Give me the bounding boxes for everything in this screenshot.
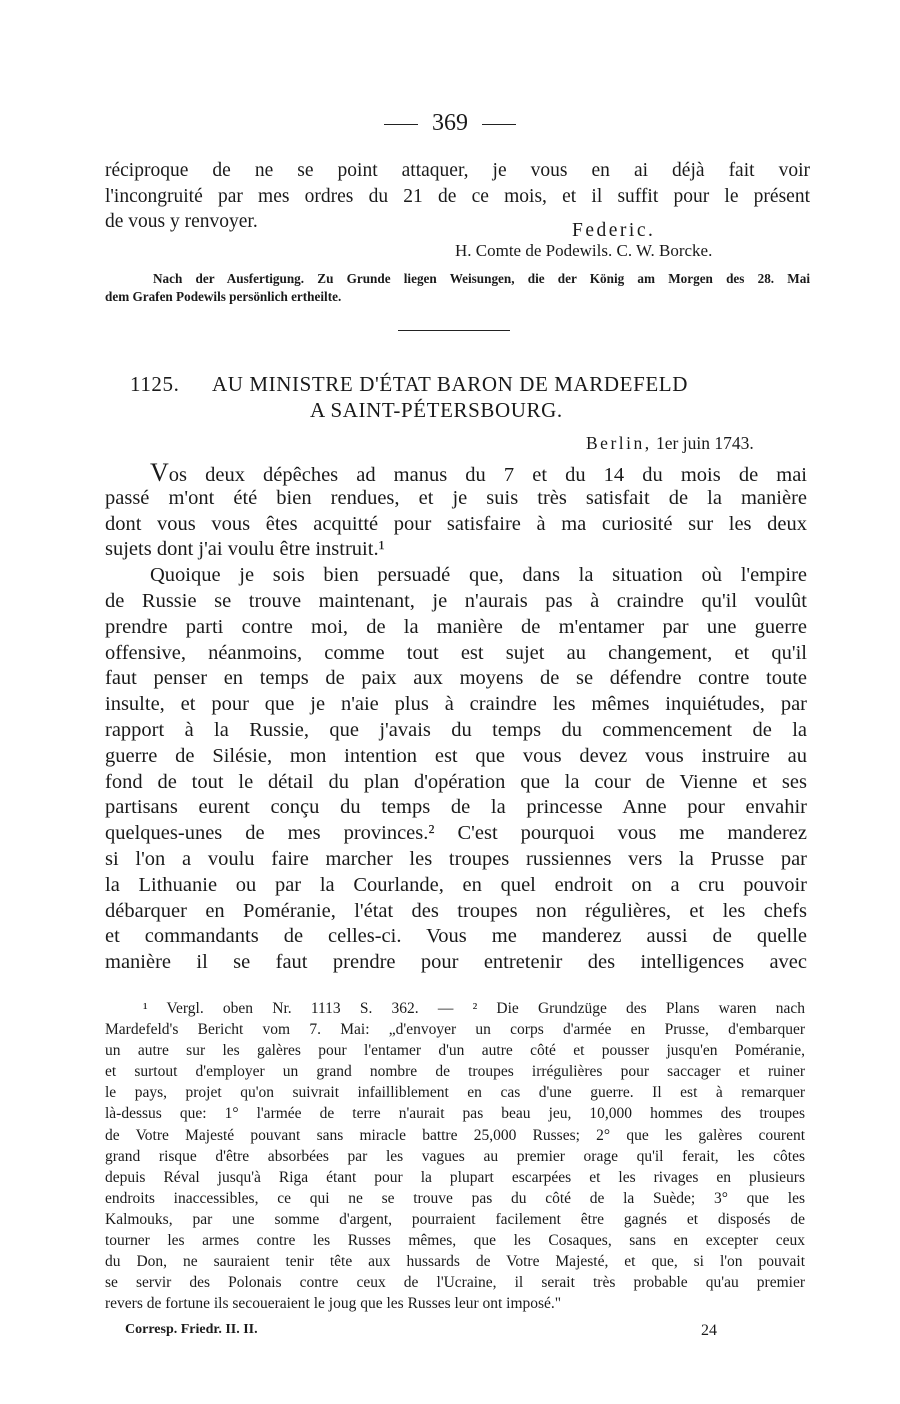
header-dash-left xyxy=(384,124,418,125)
text-line: débarquer en Poméranie, l'état des troupes non régulières, et les chefs xyxy=(105,899,807,922)
footnote-line: ¹ Vergl. oben Nr. 1113 S. 362. — ² Die Grundzüge des Plans waren nach xyxy=(143,1000,805,1017)
previous-letter-ending xyxy=(105,158,810,235)
note-line: dem Grafen Podewils persönlich ertheilte. xyxy=(105,289,342,304)
drop-cap: V xyxy=(150,460,169,486)
date-city: Berlin, xyxy=(586,433,652,453)
text-line: l'incongruité par mes ordres du 21 de ce mois, et il suffit pour le présent xyxy=(105,185,810,207)
text-line: insulte, et pour que je n'aie plus à craindre les mêmes inquiétudes, par xyxy=(105,693,807,716)
text-line-content: os deux dépêches ad manus du 7 et du 14 du mois de mai xyxy=(168,464,807,486)
footnote-line: se servir des Polonais contre ceux de l'Ucraine, il serait très probable qu'au premier xyxy=(105,1274,805,1292)
footnote-line: tourner les armes contre les Russes mêmes, que les Cosaques, sans en excepter ceux xyxy=(105,1232,805,1250)
footnotes xyxy=(105,998,805,1314)
text-line: offensive, néanmoins, comme tout est sujet au changement, et qu'il xyxy=(105,641,807,664)
page-number: 369 xyxy=(432,110,468,136)
archive-note xyxy=(105,270,810,306)
footnote-line: depuis Réval jusqu'à Riga étant pour la plupart escarpées et les rivages en plusieurs xyxy=(105,1168,805,1186)
countersignature: H. Comte de Podewils. C. W. Borcke. xyxy=(455,241,713,260)
text-line: et commandants de celles-ci. Vous me manderez aussi de quelle xyxy=(105,925,807,948)
section-divider xyxy=(398,330,510,331)
footnote-line: grand risque d'être absorbées par les vagues au premier orage qu'il ferait, les côtes xyxy=(105,1147,805,1165)
text-line: quelques-unes de mes provinces.² C'est pourquoi vous me manderez xyxy=(105,822,807,845)
signature-mark: Corresp. Friedr. II. II. xyxy=(125,1322,258,1337)
text-line: sujets dont j'ai voulu être instruit.¹ xyxy=(105,538,385,561)
text-line: partisans eurent conçu du temps de la princesse Anne pour envahir xyxy=(105,796,807,819)
text-line: rapport à la Russie, que j'avais du temps du commencement de la xyxy=(105,718,807,741)
footnote-line: et surtout d'employer un grand nombre de troupes irrégulières pour saccager et ruiner xyxy=(105,1063,805,1081)
text-line: passé m'ont été bien rendues, et je suis très satisfait de la manière xyxy=(105,486,807,509)
note-line: Nach der Ausfertigung. Zu Grunde liegen Weisungen, die der König am Morgen des 28. Mai xyxy=(153,271,810,286)
footnote-line: Mardefeld's Bericht vom 7. Mai: „d'envoyer un corps d'armée en Prusse, d'embarquer xyxy=(105,1021,805,1039)
signature: Federic. xyxy=(572,220,656,241)
footnote-line: Kalmouks, par une somme d'argent, pourraient facilement être gagnés et disposés de xyxy=(105,1210,805,1228)
document-number: 1125. xyxy=(130,372,180,396)
footnote-line: du Don, ne sauraient tenir tête aux hussards de Votre Majesté, et que, si l'on pouvait xyxy=(105,1253,805,1271)
dateline xyxy=(586,433,754,454)
footnote-line: de Votre Majesté pouvant sans miracle battre 25,000 Russes; 2° que les galères courent xyxy=(105,1126,805,1144)
header-dash-right xyxy=(482,124,516,125)
page-header xyxy=(0,110,900,137)
footnote-line: revers de fortune ils secoueraient le joug que les Russes leur ont imposé." xyxy=(105,1295,562,1313)
text-line: guerre de Silésie, mon intention est que vous devez vous instruire au xyxy=(105,744,807,767)
text-line: fond de tout le détail du plan d'opération que la cour de Vienne et ses xyxy=(105,770,807,793)
footnote-line: le pays, projet qu'on suivrait infailliblement en cas d'une guerre. Il est à remarquer xyxy=(105,1084,805,1102)
letter-body xyxy=(105,460,807,976)
text-line: de Russie se trouve maintenant, je n'aurais pas à craindre qu'il voulût xyxy=(105,589,807,612)
sheet-number: 24 xyxy=(701,1322,717,1339)
text-line: manière il se faut prendre pour entretenir des intelligences avec xyxy=(105,951,807,974)
text-line: Quoique je sois bien persuadé que, dans la situation où l'empire xyxy=(150,564,807,587)
text-line: réciproque de ne se point attaquer, je vous en ai déjà fait voir xyxy=(105,160,810,181)
footnote-line: endroits inaccessibles, ce qui ne se trouve pas du côté de la Suède; 3° que les xyxy=(105,1189,805,1207)
text-line: si l'on a voulu faire marcher les troupes russiennes vers la Prusse par xyxy=(105,847,807,870)
footnote-line: là-dessus que: 1° l'armée de terre n'aurait pas beau jeu, 10,000 hommes des troupes xyxy=(105,1105,805,1123)
footnote-line: un autre sur les galères pour l'entamer d'un autre côté et pousser jusqu'en Poméranie, xyxy=(105,1042,805,1060)
text-line: de vous y renvoyer. xyxy=(105,211,258,232)
title-line-1: AU MINISTRE D'ÉTAT BARON DE MARDEFELD xyxy=(212,372,688,396)
text-line: dont vous vous êtes acquitté pour satisfaire à ma curiosité sur les deux xyxy=(105,512,807,535)
text-line xyxy=(105,460,807,486)
date: 1er juin 1743. xyxy=(656,433,754,453)
text-line: faut penser en temps de paix aux moyens de se défendre contre toute xyxy=(105,667,807,690)
text-line: prendre parti contre moi, de la manière de m'entamer par une guerre xyxy=(105,615,807,638)
title-line-2: A SAINT-PÉTERSBOURG. xyxy=(310,398,563,422)
text-line: la Lithuanie ou par la Courlande, en quel endroit on a cru pouvoir xyxy=(105,873,807,896)
